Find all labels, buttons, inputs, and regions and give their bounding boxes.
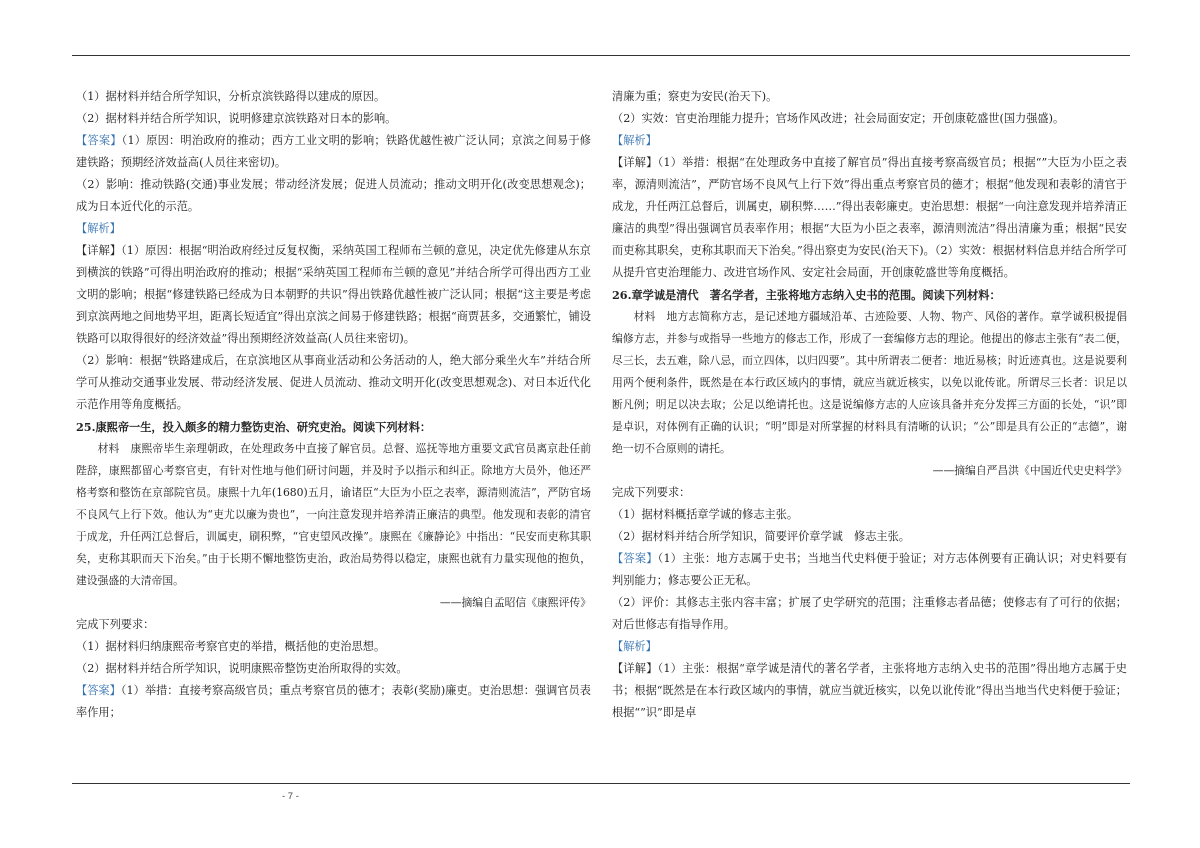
analysis-25: 【详解】（1）举措：根据“在处理政务中直接了解官员”得出直接考察高级官员；根据“”大臣为小臣之表率，源清则流洁”，严防官场不良风气上行下效”得出重点考察官员的德才；根据“他发现和表彰的清官于成龙，升任两江总督后，训属吏，刷积弊……”得出表彰廉吏。吏治思想：根据“一向注意发现并培养清正廉洁的典型”得出强调官员表率作用；根据“大臣为小臣之表率，源清则流洁”得出清廉为重；根据“民安而吏称其职矣，吏称其职而天下治矣。”得出察吏为安民(治天下)。（2）实效：根据材料信息并结合所学可从提升官吏治理能力、改进官场作风、安定社会局面，开创康乾盛世等角度概括。: [612, 156, 1127, 279]
question-25-part2: （2）据材料并结合所学知识，说明康熙帝整饬吏治所取得的实效。: [76, 662, 408, 675]
question-26-part1: （1）据材料概括章学诚的修志主张。: [612, 508, 799, 521]
analysis-26: 【详解】（1）主张：根据“章学诚是清代的著名学者，主张将地方志纳入史书的范围”得出地方志属于史书；根据“既然是在本行政区域内的事情，就应当就近核实，以免以讹传讹”得出当地当代史料便于验证；根据“”识”即是卓: [612, 662, 1127, 719]
question-24-part2: （2）据材料并结合所学知识，说明修建京滨铁路对日本的影响。: [76, 112, 397, 125]
analysis-tag: 【解析】: [612, 134, 657, 147]
question-24-part1: （1）据材料并结合所学知识，分析京滨铁路得以建成的原因。: [76, 90, 386, 103]
answer-text: （1）举措：直接考察高级官员；重点考察官员的德才；表彰(奖励)廉吏。吏治思想：强调官员表率作用；: [76, 684, 591, 719]
requirements-label: 完成下列要求：: [76, 618, 155, 631]
page-number: - 7 -: [282, 791, 299, 802]
footer-rule: [72, 783, 1130, 784]
answer-24-part1: [76, 130, 591, 174]
right-column: [612, 86, 1127, 724]
header-rule: [72, 55, 1130, 56]
answer-25-part2: （2）实效：官吏治理能力提升；官场作风改进；社会局面安定；开创康乾盛世(国力强盛)。: [612, 112, 1065, 125]
answer-tag: 【答案】: [612, 552, 658, 565]
answer-26-part2: （2）评价：其修志主张内容丰富；扩展了史学研究的范围；注重修志者品德；使修志有了可行的依据；对后世修志有指导作用。: [612, 596, 1127, 631]
material-25: 材料 康熙帝毕生亲理朝政，在处理政务中直接了解官员。总督、巡抚等地方重要文武官员离京赴任前陛辞，康熙都留心考察官吏，有针对性地与他们研讨问题，并及时予以指示和纠正。除地方大员外，他还严格考察和整饬在京部院官员。康熙十九年(1680)五月，谕诸臣“大臣为小臣之表率，源清则流洁”，严防官场不良风气上行下效。他认为“吏尤以廉为贵也”，一向注意发现并培养清正廉洁的典型。他发现和表彰的清官于成龙，升任两江总督后，训属吏，刷积弊，“官吏望风改操”。康熙在《廉静论》中指出：“民安而吏称其职矣，吏称其职而天下治矣。”由于长期不懈地整饬吏治，政治局势得以稳定，康熙也就有力量实现他的抱负，建设强盛的大清帝国。: [76, 442, 591, 587]
answer-25-part1-cont: 清廉为重；察吏为安民(治天下)。: [612, 90, 778, 103]
analysis-24-part2: （2）影响：根据“铁路建成后，在京滨地区从事商业活动和公务活动的人，绝大部分乘坐火车”并结合所学可从推动交通事业发展、带动经济发展、促进人员流动、推动文明开化(改变思想观念)、对日本近代化示范作用等角度概括。: [76, 354, 591, 411]
material-25-source: ——摘编自孟昭信《康熙评传》: [439, 596, 591, 609]
analysis-tag: 【解析】: [76, 222, 121, 235]
material-26: 材料 地方志简称方志，是记述地方疆域沿革、古迹险要、人物、物产、风俗的著作。章学诚积极提倡编修方志，并参与或指导一些地方的修志工作，形成了一套编修方志的理论。他提出的修志主张有“表二便，尽三长，去五难，除八忌，而立四体，以归四要”。其中所谓表二便者：地近易核；时近迹真也。这是说要利用两个便利条件，既然是在本行政区域内的事情，就应当就近核实，以免以讹传讹。所谓尽三长者：识足以断凡例；明足以决去取；公足以绝请托也。这是说编修方志的人应该具备并充分发挥三方面的长处，“识”即是卓识，对体例有正确的认识；“明”即是对所掌握的材料具有清晰的认识；“公”即是具有公正的“志德”，谢绝一切不合原则的请托。: [612, 310, 1127, 455]
question-25-part1: （1）据材料归纳康熙帝考察官吏的举措，概括他的吏治思想。: [76, 640, 386, 653]
answer-tag: 【答案】: [76, 134, 122, 147]
material-26-source: ——摘编自严昌洪《中国近代史史料学》: [932, 464, 1127, 477]
answer-text: （1）原因：明治政府的推动；西方工业文明的影响；铁路优越性被广泛认同；京滨之间易于修建铁路；预期经济效益高(人员往来密切)。: [76, 134, 591, 169]
question-25-stem: 25.康熙帝一生，投入颇多的精力整饬吏治、研究吏治。阅读下列材料：: [76, 420, 432, 434]
answer-text: （1）主张：地方志属于史书；当地当代史料便于验证；对方志体例要有正确认识；对史料要有判别能力；修志要公正无私。: [612, 552, 1127, 587]
requirements-label: 完成下列要求：: [612, 486, 691, 499]
analysis-24-part1: 【详解】（1）原因：根据“明治政府经过反复权衡，采纳英国工程师布兰顿的意见，决定优先修建从东京到横滨的铁路”可得出明治政府的推动；根据“采纳英国工程师布兰顿的意见”并结合所学可得出西方工业文明的影响；根据“修建铁路已经成为日本朝野的共识”得出铁路优越性被广泛认同；根据“这主要是考虑到京滨两地之间地势平坦，距离长短适宜”得出京滨之间易于修建铁路；根据“商贾甚多，交通繁忙，铺设铁路可以取得很好的经济效益”得出预期经济效益高(人员往来密切)。: [76, 244, 591, 345]
question-26-stem: 26.章学诚是清代 著名学者，主张将地方志纳入史书的范围。阅读下列材料：: [612, 288, 1001, 302]
answer-24-part2: （2）影响：推动铁路(交通)事业发展；带动经济发展；促进人员流动；推动文明开化(改变思想观念)；成为日本近代化的示范。: [76, 178, 591, 213]
answer-26-part1: [612, 548, 1127, 592]
question-26-part2: （2）据材料并结合所学知识，简要评价章学诚 修志主张。: [612, 530, 910, 543]
answer-tag: 【答案】: [76, 684, 121, 697]
answer-25-part1: [76, 680, 591, 724]
left-column: [76, 86, 591, 724]
analysis-tag: 【解析】: [612, 640, 657, 653]
